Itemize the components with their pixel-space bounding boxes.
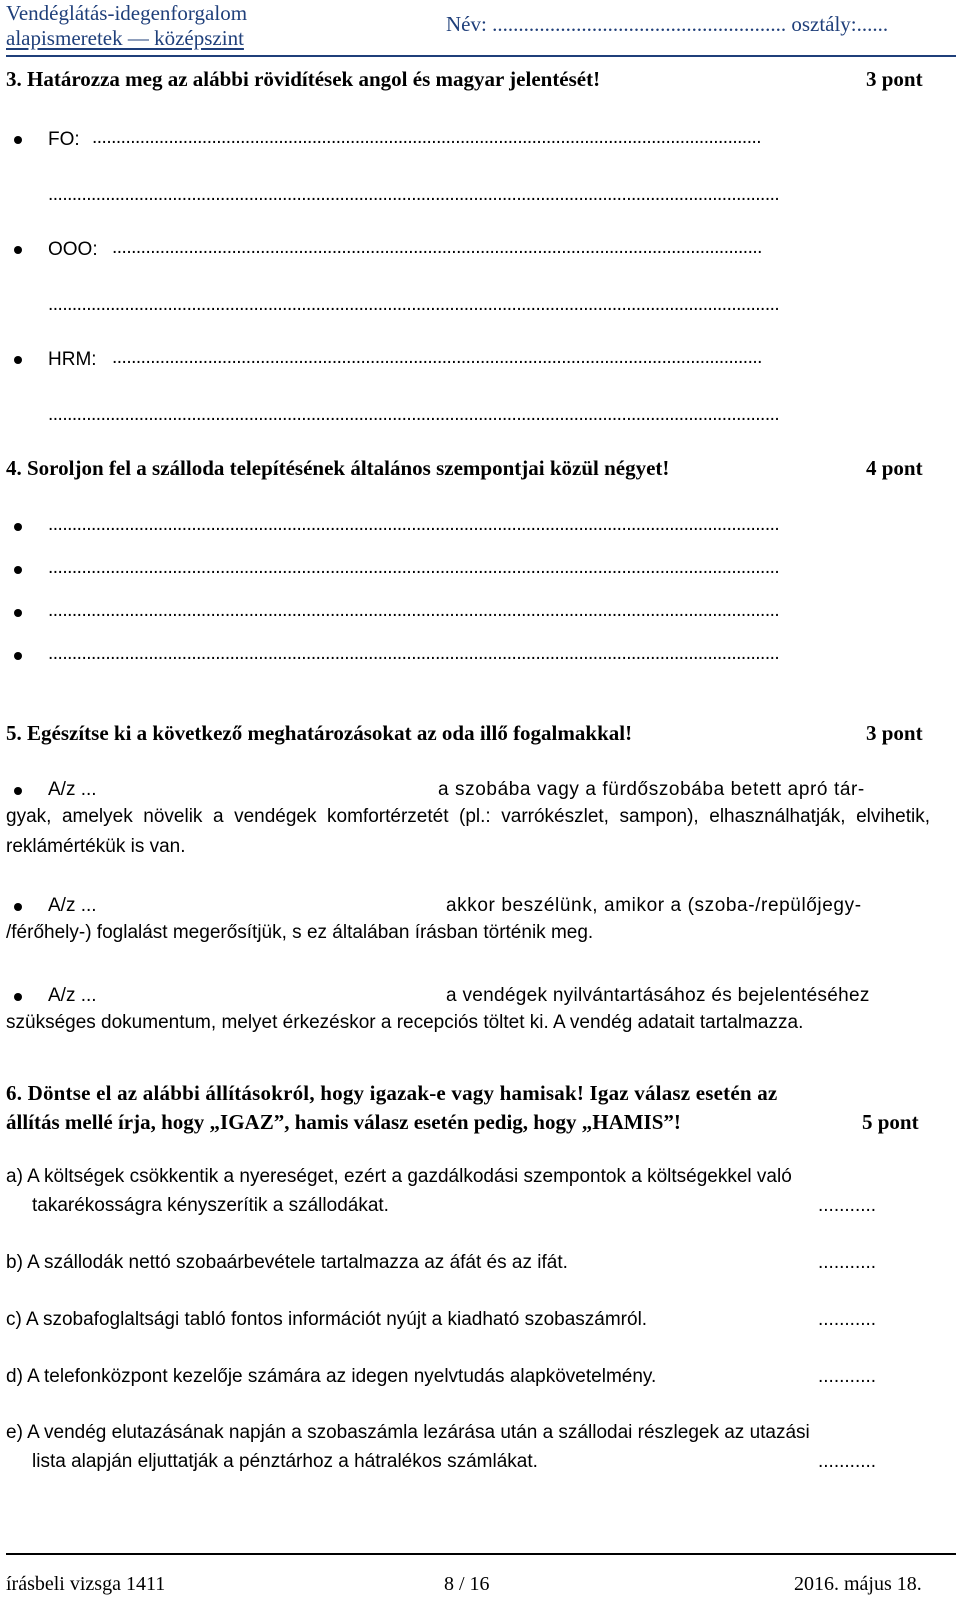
q5-item3-text-line1: a vendégek nyilvántartásához és bejelentéséhez — [446, 985, 870, 1006]
q4-title: 4. Soroljon fel a szálloda telepítésének általános szempontjai közül négyet! — [6, 456, 670, 480]
bullet-icon — [14, 566, 22, 574]
bullet-icon — [14, 609, 22, 617]
q4-answer-line-1[interactable]: ......................................................................................................................................................... — [48, 514, 780, 535]
q3-item-ooo-label: OOO: — [48, 239, 98, 260]
q4-answer-line-3[interactable]: ......................................................................................................................................................... — [48, 600, 780, 621]
header-line2: alapismeretek — középszint — [6, 26, 244, 50]
header-name-field: Név: ........................................................ osztály:...... — [446, 12, 889, 36]
q5-item1-text-rest: gyak, amelyek növelik a vendégek komfortérzetét (pl.: varrókészlet, sampon), elhasználhatják, elvihetik, reklámértékük is van. — [6, 806, 930, 857]
footer-date: 2016. május 18. — [794, 1573, 922, 1595]
q6-statement-e-line1: e) A vendég elutazásának napján a szobaszámla lezárása után a szállodai részlegek az utazási — [6, 1422, 810, 1443]
bullet-icon — [14, 993, 22, 1001]
q6-statement-c: c) A szobafoglaltsági tabló fontos információt nyújt a kiadható szobaszámról. — [6, 1309, 648, 1330]
q6-statement-a-answer[interactable]: ........... — [818, 1195, 877, 1216]
q5-points: 3 pont — [866, 721, 923, 745]
q5-item3-text-rest: szükséges dokumentum, melyet érkezéskor a recepciós töltet ki. A vendég adatait tartalmazza. — [6, 1012, 804, 1033]
q6-points: 5 pont — [862, 1110, 919, 1134]
bullet-icon — [14, 246, 22, 254]
header-subject — [6, 1, 247, 51]
q6-statement-d: d) A telefonközpont kezelője számára az idegen nyelvtudás alapkövetelmény. — [6, 1366, 657, 1387]
q5-item2-text-rest: /férőhely-) foglalást megerősítjük, s ez általában írásban történik meg. — [6, 922, 594, 943]
header-line1: Vendéglátás-idegenforgalom — [6, 1, 248, 25]
q3-item-hrm-answer-line2[interactable]: ......................................................................................................................................................... — [48, 404, 780, 425]
q6-title-line2: állítás mellé írja, hogy „IGAZ”, hamis válasz esetén pedig, hogy „HAMIS”! — [6, 1110, 681, 1134]
q4-answer-line-4[interactable]: ......................................................................................................................................................... — [48, 643, 780, 664]
header-divider — [6, 55, 956, 57]
q3-title: 3. Határozza meg az alábbi rövidítések angol és magyar jelentését! — [6, 67, 601, 91]
q3-item-fo-label: FO: — [48, 129, 80, 150]
q5-item2-blank[interactable]: A/z ... — [48, 895, 97, 916]
bullet-icon — [14, 136, 22, 144]
bullet-icon — [14, 523, 22, 531]
q3-item-fo-answer-line1[interactable]: ............................................................................................................................................ — [92, 127, 762, 148]
footer-page-number: 8 / 16 — [444, 1573, 490, 1595]
q6-statement-a-line2: takarékosságra kényszerítik a szállodákat. — [32, 1195, 389, 1216]
q3-item-ooo-answer-line2[interactable]: ......................................................................................................................................................... — [48, 294, 780, 315]
bullet-icon — [14, 652, 22, 660]
bullet-icon — [14, 903, 22, 911]
q3-item-hrm-answer-line1[interactable]: ........................................................................................................................................ — [112, 347, 762, 368]
q6-title-line1: 6. Döntse el az alábbi állításokról, hogy igazak-e vagy hamisak! Igaz válasz esetén az — [6, 1081, 778, 1105]
q5-item1-text-line1: a szobába vagy a fürdőszobába betett apró tár- — [438, 779, 865, 800]
footer-divider — [6, 1553, 956, 1555]
q6-statement-b-answer[interactable]: ........... — [818, 1252, 877, 1273]
q3-item-hrm-label: HRM: — [48, 349, 97, 370]
q5-item1-blank[interactable]: A/z ... — [48, 779, 97, 800]
footer-exam-code: írásbeli vizsga 1411 — [6, 1573, 166, 1595]
q5-title: 5. Egészítse ki a következő meghatározásokat az oda illő fogalmakkal! — [6, 721, 633, 745]
q3-points: 3 pont — [866, 67, 923, 91]
q6-statement-b: b) A szállodák nettó szobaárbevétele tartalmazza az áfát és az ifát. — [6, 1252, 568, 1273]
q4-answer-line-2[interactable]: ......................................................................................................................................................... — [48, 557, 780, 578]
q6-statement-e-line2: lista alapján eljuttatják a pénztárhoz a hátralékos számlákat. — [32, 1451, 538, 1472]
q4-points: 4 pont — [866, 456, 923, 480]
q6-statement-e-answer[interactable]: ........... — [818, 1451, 877, 1472]
bullet-icon — [14, 356, 22, 364]
q6-statement-d-answer[interactable]: ........... — [818, 1366, 877, 1387]
q6-statement-a-line1: a) A költségek csökkentik a nyereséget, ezért a gazdálkodási szempontok a költségekkel való — [6, 1166, 792, 1187]
q5-item2-text-line1: akkor beszélünk, amikor a (szoba-/repülőjegy- — [446, 895, 862, 916]
bullet-icon — [14, 787, 22, 795]
q6-statement-c-answer[interactable]: ........... — [818, 1309, 877, 1330]
q5-item3-blank[interactable]: A/z ... — [48, 985, 97, 1006]
q3-item-ooo-answer-line1[interactable]: ........................................................................................................................................ — [112, 237, 762, 258]
q3-item-fo-answer-line2[interactable]: ......................................................................................................................................................... — [48, 184, 780, 205]
